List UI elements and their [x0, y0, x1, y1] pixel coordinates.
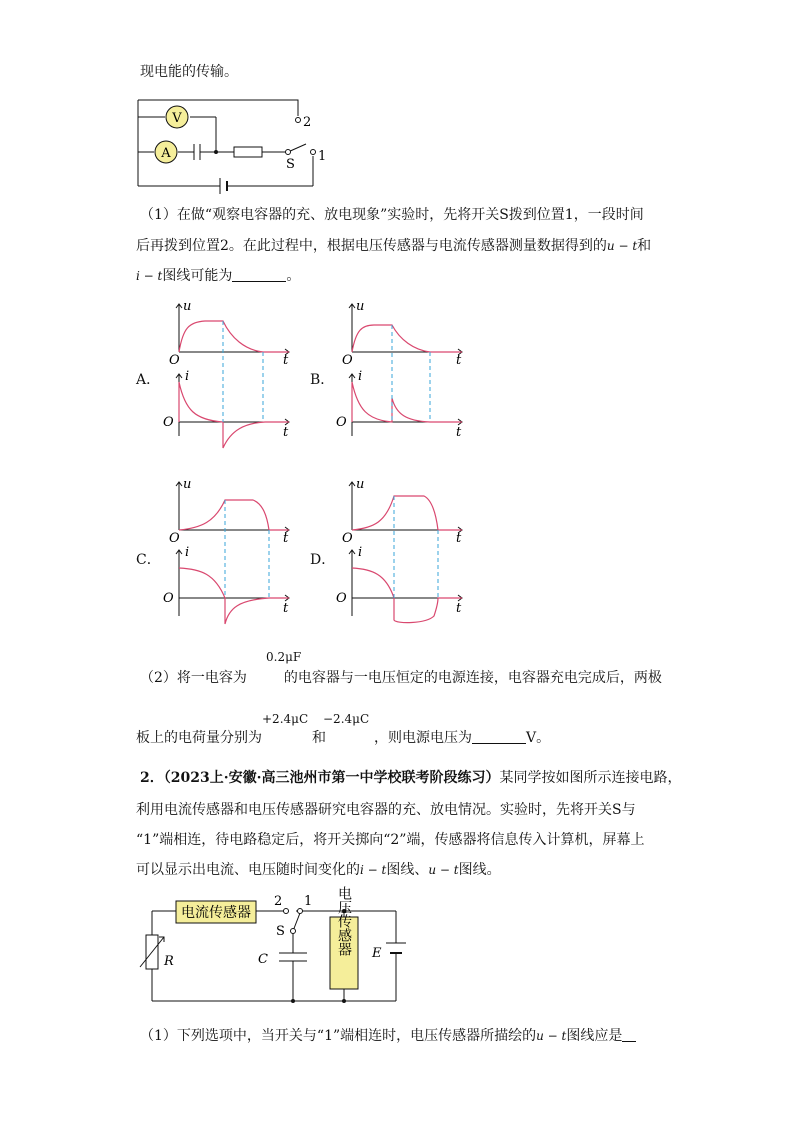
q1-line1: （1）在做“观察电容器的充、放电现象”实验时，先将开关S拨到位置1，一段时间	[140, 207, 644, 223]
switch-pos1-label: 1	[318, 149, 327, 164]
svg-text:O: O	[336, 415, 347, 430]
svg-text:t: t	[456, 601, 462, 616]
resistor-label: R	[164, 954, 174, 969]
svg-text:t: t	[456, 531, 462, 546]
svg-text:O: O	[342, 531, 353, 546]
svg-text:O: O	[163, 591, 174, 606]
svg-text:u: u	[356, 477, 365, 492]
voltmeter-label: V	[172, 111, 182, 126]
intro-text: 现电能的传输。	[140, 64, 238, 80]
svg-text:i: i	[185, 545, 190, 560]
svg-text:i: i	[185, 369, 190, 384]
option-c-graph	[165, 476, 295, 626]
option-d-label[interactable]: D．	[310, 552, 336, 568]
option-c-label[interactable]: C．	[136, 552, 161, 568]
svg-text:O: O	[342, 353, 353, 368]
svg-text:O: O	[169, 353, 180, 368]
svg-text:t: t	[456, 425, 462, 440]
svg-text:u: u	[183, 477, 192, 492]
circuit-diagram-1	[130, 92, 330, 192]
capacitor-label: C	[258, 952, 268, 967]
q1-line3: i − t图线可能为 。	[136, 268, 301, 284]
q2-line2: 板上的电荷量分别为 和 ，则电源电压为 V。	[136, 730, 551, 746]
answer-blank-3[interactable]	[622, 1027, 636, 1042]
svg-text:O: O	[169, 531, 180, 546]
switch-pos2-label: 2	[303, 115, 312, 130]
option-a-graph	[165, 298, 295, 448]
q2-line1: （2）将一电容为 的电容器与一电压恒定的电源连接，电容器充电完成后，两极	[140, 670, 662, 686]
switch2-pos1-label: 1	[304, 894, 313, 909]
svg-text:u: u	[356, 299, 365, 314]
switch2-pos2-label: 2	[274, 894, 283, 909]
problem2-line1: 2．（2023上·安徽·高三池州市第一中学校联考阶段练习）某同学按如图所示连接电路，	[140, 770, 682, 786]
emf-label: E	[372, 946, 382, 961]
charge-negative: −2.4μC	[323, 712, 370, 726]
svg-text:t: t	[456, 353, 462, 368]
svg-text:t: t	[283, 601, 289, 616]
circuit-diagram-2	[148, 886, 418, 1013]
switch-label: S	[286, 157, 295, 172]
option-b-label[interactable]: B．	[310, 372, 335, 388]
q1-line2: 后再拨到位置2。在此过程中，根据电压传感器与电流传感器测量数据得到的u − t和	[136, 238, 652, 254]
svg-text:u: u	[183, 299, 192, 314]
svg-text:i: i	[358, 369, 363, 384]
svg-text:O: O	[163, 415, 174, 430]
svg-text:t: t	[283, 353, 289, 368]
q3-line: （1）下列选项中，当开关与“1”端相连时，电压传感器所描绘的u − t图线应是	[140, 1026, 636, 1046]
voltage-sensor-label: 电压传感器	[336, 886, 352, 956]
svg-text:O: O	[336, 591, 347, 606]
problem2-line3: “1”端相连，待电路稳定后，将开关掷向“2”端，传感器将信息传入计算机，屏幕上	[136, 832, 645, 848]
svg-text:t: t	[283, 425, 289, 440]
switch2-label: S	[276, 924, 285, 939]
svg-text:t: t	[283, 531, 289, 546]
current-sensor-label: 电流传感器	[181, 905, 251, 921]
charge-positive: +2.4μC	[262, 712, 309, 726]
answer-blank-2[interactable]	[472, 729, 526, 744]
answer-blank-1[interactable]	[232, 267, 286, 282]
svg-text:i: i	[358, 545, 363, 560]
option-d-graph	[338, 476, 468, 626]
option-a-label[interactable]: A．	[136, 372, 161, 388]
option-b-graph	[338, 298, 468, 448]
problem2-line4: 可以显示出电流、电压随时间变化的i − t图线、u − t图线。	[136, 862, 501, 878]
ammeter-label: A	[161, 146, 171, 161]
capacitance-value: 0.2μF	[266, 650, 302, 664]
problem2-line2: 利用电流传感器和电压传感器研究电容器的充、放电情况。实验时，先将开关S与	[136, 802, 636, 818]
